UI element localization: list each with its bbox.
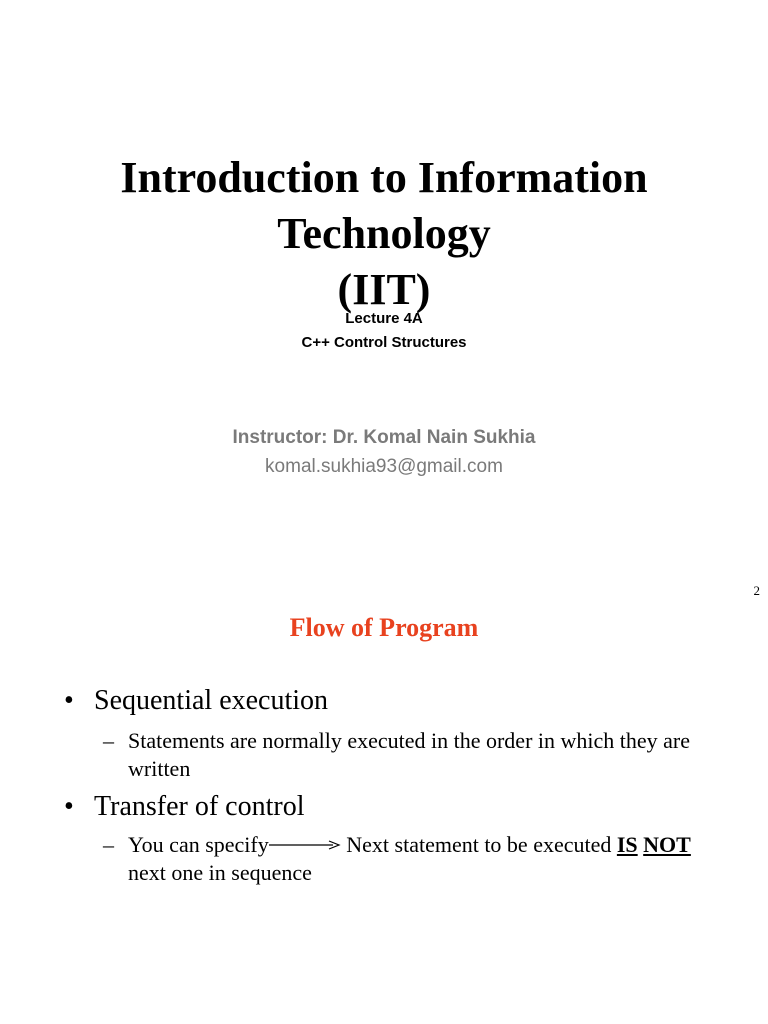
instructor-email: komal.sukhia93@gmail.com: [265, 456, 503, 477]
slide-2: [0, 575, 768, 1024]
lecture-subtitle: [0, 307, 768, 355]
sub-bullet-transfer: [103, 831, 723, 887]
title-line-2: Technology: [277, 209, 491, 258]
emphasis-is: IS: [616, 832, 638, 857]
arrow-icon: [269, 840, 341, 850]
dash-marker: –: [103, 728, 114, 753]
bullet-text: Sequential execution: [94, 685, 329, 716]
instructor-block: [0, 425, 768, 483]
sub-bullet-text: Statements are normally executed in the order in which they are written: [128, 728, 691, 781]
bullet-transfer: [64, 791, 304, 823]
bullet-dot: •: [64, 685, 74, 716]
emphasis-not: NOT: [643, 832, 691, 857]
lecture-topic: C++ Control Structures: [301, 334, 467, 351]
slide-title-main: [0, 150, 768, 318]
dash-marker: –: [103, 832, 114, 857]
page-number: 2: [753, 583, 760, 598]
sub-mid: Next statement to be executed: [340, 832, 617, 857]
sub-bullet-sequential: [103, 727, 723, 783]
instructor-name: Instructor: Dr. Komal Nain Sukhia: [232, 427, 536, 448]
lecture-number: Lecture 4A: [345, 310, 423, 327]
sub-prefix: You can specify: [128, 832, 269, 857]
bullet-sequential: [64, 685, 328, 717]
title-line-3: (IIT): [337, 265, 431, 314]
sub-bullet-text: [103, 831, 723, 887]
sub-suffix: next one in sequence: [128, 860, 312, 885]
slide-2-title: Flow of Program: [289, 613, 479, 642]
bullet-text: Transfer of control: [94, 791, 305, 822]
title-line-1: Introduction to Information: [120, 153, 648, 202]
bullet-dot: •: [64, 791, 74, 822]
